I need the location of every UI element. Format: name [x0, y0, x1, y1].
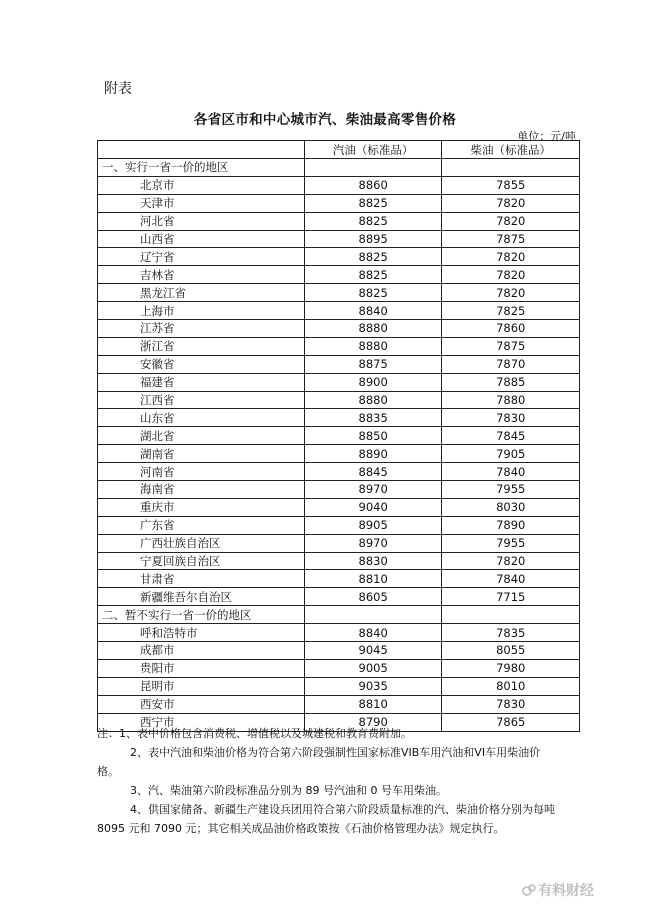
watermark [522, 880, 594, 900]
section-empty-cell [442, 606, 580, 624]
region-name-cell: 北京市 [98, 176, 305, 194]
price-table [97, 140, 580, 732]
table-row [98, 588, 580, 606]
note-3: 3、汽、柴油第六阶段标准品分别为 89 号汽油和 0 号车用柴油。 [130, 784, 447, 797]
table-row [98, 302, 580, 320]
diesel-price-cell: 7955 [442, 481, 580, 499]
table-row [98, 516, 580, 534]
region-name-cell: 福建省 [98, 373, 305, 391]
watermark-text: 有料财经 [538, 883, 594, 899]
section-header-row [98, 159, 580, 177]
region-name-cell: 海南省 [98, 481, 305, 499]
table-row [98, 212, 580, 230]
diesel-price-cell: 7875 [442, 230, 580, 248]
diesel-price-cell: 7820 [442, 266, 580, 284]
table-row [98, 176, 580, 194]
region-name-cell: 黑龙江省 [98, 284, 305, 302]
appendix-label: 附表 [104, 81, 132, 97]
table-row [98, 552, 580, 570]
section-header-row [98, 606, 580, 624]
table-row [98, 248, 580, 266]
notes-block [97, 724, 580, 838]
diesel-price-cell: 7885 [442, 373, 580, 391]
header-cell-gasoline: 汽油（标准品） [304, 141, 442, 159]
diesel-price-cell: 7865 [442, 713, 580, 731]
region-name-cell: 浙江省 [98, 337, 305, 355]
diesel-price-cell: 7820 [442, 284, 580, 302]
table-row [98, 498, 580, 516]
gasoline-price-cell: 8790 [304, 713, 442, 731]
diesel-price-cell: 7820 [442, 248, 580, 266]
section-empty-cell [304, 606, 442, 624]
table-row [98, 624, 580, 642]
region-name-cell: 西安市 [98, 695, 305, 713]
section-label: 二、暂不实行一省一价的地区 [98, 606, 305, 624]
region-name-cell: 昆明市 [98, 677, 305, 695]
region-name-cell: 重庆市 [98, 498, 305, 516]
table-row [98, 266, 580, 284]
region-name-cell: 新疆维吾尔自治区 [98, 588, 305, 606]
header-cell-blank [98, 141, 305, 159]
gasoline-price-cell: 8835 [304, 409, 442, 427]
table-row [98, 534, 580, 552]
diesel-price-cell: 7840 [442, 463, 580, 481]
note-2-cont: 格。 [97, 765, 119, 778]
region-name-cell: 江西省 [98, 391, 305, 409]
gasoline-price-cell: 8860 [304, 176, 442, 194]
diesel-price-cell: 7830 [442, 695, 580, 713]
table-row [98, 355, 580, 373]
region-name-cell: 安徽省 [98, 355, 305, 373]
diesel-price-cell: 7860 [442, 320, 580, 338]
region-name-cell: 湖北省 [98, 427, 305, 445]
table-row [98, 677, 580, 695]
gasoline-price-cell: 8970 [304, 534, 442, 552]
gasoline-price-cell: 9005 [304, 659, 442, 677]
diesel-price-cell: 8010 [442, 677, 580, 695]
table-row [98, 194, 580, 212]
gasoline-price-cell: 8900 [304, 373, 442, 391]
region-name-cell: 河北省 [98, 212, 305, 230]
diesel-price-cell: 7845 [442, 427, 580, 445]
table-row [98, 373, 580, 391]
gasoline-price-cell: 8970 [304, 481, 442, 499]
gasoline-price-cell: 8825 [304, 194, 442, 212]
table-row [98, 391, 580, 409]
gasoline-price-cell: 8825 [304, 266, 442, 284]
region-name-cell: 上海市 [98, 302, 305, 320]
diesel-price-cell: 7820 [442, 552, 580, 570]
table-row [98, 445, 580, 463]
region-name-cell: 天津市 [98, 194, 305, 212]
note-4: 4、供国家储备、新疆生产建设兵团用符合第六阶段质量标准的汽、柴油价格分别为每吨 [130, 803, 555, 816]
region-name-cell: 辽宁省 [98, 248, 305, 266]
gasoline-price-cell: 8895 [304, 230, 442, 248]
region-name-cell: 甘肃省 [98, 570, 305, 588]
diesel-price-cell: 7905 [442, 445, 580, 463]
region-name-cell: 广西壮族自治区 [98, 534, 305, 552]
note-4-cont: 8095 元和 7090 元；其它相关成品油价格政策按《石油价格管理办法》规定执行。 [97, 822, 505, 835]
section-label: 一、实行一省一价的地区 [98, 159, 305, 177]
note-1-text: 1、表中价格包含消费税、增值税以及城建税和教育费附加。 [119, 727, 412, 740]
gasoline-price-cell: 8890 [304, 445, 442, 463]
gasoline-price-cell: 8905 [304, 516, 442, 534]
diesel-price-cell: 7955 [442, 534, 580, 552]
table-row [98, 320, 580, 338]
table-row [98, 409, 580, 427]
gasoline-price-cell: 8875 [304, 355, 442, 373]
unit-label: 单位：元/吨 [517, 130, 576, 143]
diesel-price-cell: 7715 [442, 588, 580, 606]
region-name-cell: 成都市 [98, 642, 305, 660]
region-name-cell: 山东省 [98, 409, 305, 427]
region-name-cell: 湖南省 [98, 445, 305, 463]
table-row [98, 337, 580, 355]
diesel-price-cell: 7980 [442, 659, 580, 677]
diesel-price-cell: 7880 [442, 391, 580, 409]
region-name-cell: 河南省 [98, 463, 305, 481]
diesel-price-cell: 7835 [442, 624, 580, 642]
diesel-price-cell: 7825 [442, 302, 580, 320]
region-name-cell: 山西省 [98, 230, 305, 248]
table-header-row [98, 141, 580, 159]
table-row [98, 284, 580, 302]
diesel-price-cell: 7840 [442, 570, 580, 588]
gasoline-price-cell: 8810 [304, 570, 442, 588]
gasoline-price-cell: 8845 [304, 463, 442, 481]
diesel-price-cell: 7870 [442, 355, 580, 373]
diesel-price-cell: 7890 [442, 516, 580, 534]
region-name-cell: 贵阳市 [98, 659, 305, 677]
diesel-price-cell: 7820 [442, 212, 580, 230]
region-name-cell: 广东省 [98, 516, 305, 534]
region-name-cell: 吉林省 [98, 266, 305, 284]
region-name-cell: 宁夏回族自治区 [98, 552, 305, 570]
gasoline-price-cell: 8850 [304, 427, 442, 445]
gasoline-price-cell: 8825 [304, 212, 442, 230]
region-name-cell: 西宁市 [98, 713, 305, 731]
table-row [98, 695, 580, 713]
gasoline-price-cell: 8605 [304, 588, 442, 606]
table-row [98, 230, 580, 248]
gasoline-price-cell: 8825 [304, 284, 442, 302]
page-title: 各省区市和中心城市汽、柴油最高零售价格 [193, 112, 457, 128]
region-name-cell: 江苏省 [98, 320, 305, 338]
gasoline-price-cell: 9035 [304, 677, 442, 695]
gasoline-price-cell: 8810 [304, 695, 442, 713]
gasoline-price-cell: 8830 [304, 552, 442, 570]
gasoline-price-cell: 8880 [304, 320, 442, 338]
note-1 [97, 724, 580, 743]
table-row [98, 463, 580, 481]
note-2: 2、表中汽油和柴油价格为符合第六阶段强制性国家标准VIB车用汽油和VI车用柴油价 [130, 746, 541, 759]
gasoline-price-cell: 8840 [304, 624, 442, 642]
table-row [98, 427, 580, 445]
table-row [98, 481, 580, 499]
gasoline-price-cell: 9045 [304, 642, 442, 660]
diesel-price-cell: 7875 [442, 337, 580, 355]
table-row [98, 659, 580, 677]
section-empty-cell [304, 159, 442, 177]
notes-prefix: 注： [97, 727, 119, 740]
region-name-cell: 呼和浩特市 [98, 624, 305, 642]
table-row [98, 570, 580, 588]
gasoline-price-cell: 8840 [304, 302, 442, 320]
diesel-price-cell: 8055 [442, 642, 580, 660]
gasoline-price-cell: 8825 [304, 248, 442, 266]
diesel-price-cell: 7855 [442, 176, 580, 194]
diesel-price-cell: 7820 [442, 194, 580, 212]
gasoline-price-cell: 9040 [304, 498, 442, 516]
gasoline-price-cell: 8880 [304, 337, 442, 355]
table-row [98, 642, 580, 660]
gasoline-price-cell: 8880 [304, 391, 442, 409]
header-cell-diesel: 柴油（标准品） [442, 141, 580, 159]
diesel-price-cell: 8030 [442, 498, 580, 516]
account-badge-icon [522, 883, 536, 897]
section-empty-cell [442, 159, 580, 177]
diesel-price-cell: 7830 [442, 409, 580, 427]
